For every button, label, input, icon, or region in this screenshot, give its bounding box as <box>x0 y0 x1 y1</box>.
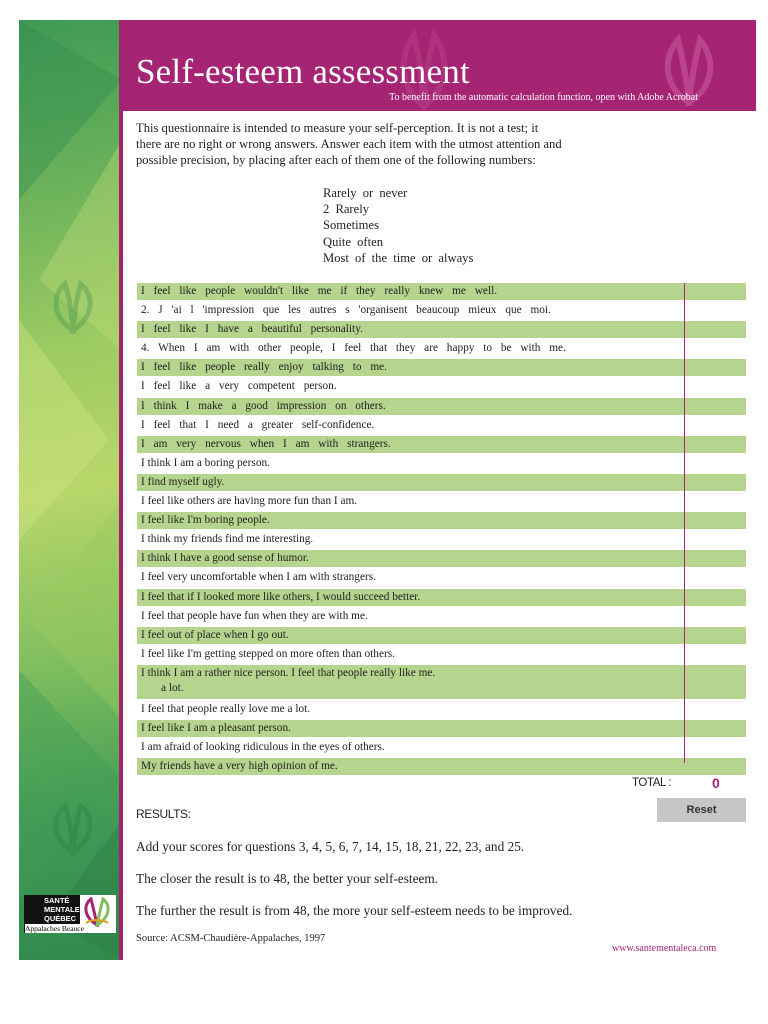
reset-button[interactable]: Reset <box>657 798 746 822</box>
question-row[interactable] <box>137 378 746 395</box>
total-label: TOTAL : <box>632 777 672 789</box>
question-text: I am very nervous when I am with strangers. <box>141 437 391 450</box>
question-row[interactable] <box>137 302 746 319</box>
question-text: I feel like others are having more fun than I am. <box>141 495 358 508</box>
question-text-continued: a lot. <box>161 681 184 694</box>
question-text: I think I am a rather nice person. I feel that people really like me. <box>141 666 436 679</box>
results-instruction: Add your scores for questions 3, 4, 5, 6, 7, 14, 15, 18, 21, 22, 23, and 25. <box>136 839 525 854</box>
sidebar-divider <box>119 20 123 960</box>
question-row[interactable] <box>137 665 746 699</box>
question-text: I feel that I need a greater self-confidence. <box>141 418 375 431</box>
scale-option: Rarely or never <box>323 186 408 200</box>
question-row[interactable] <box>137 283 746 300</box>
source-citation: Source: ACSM-Chaudière-Appalaches, 1997 <box>136 933 326 944</box>
question-row[interactable] <box>137 739 746 756</box>
results-interpretation: The further the result is from 48, the more your self-esteem needs to be improved. <box>136 903 573 918</box>
question-row[interactable] <box>137 531 746 548</box>
intro-text <box>136 120 616 168</box>
question-row[interactable] <box>137 627 746 644</box>
leaf-icon <box>47 800 99 856</box>
score-column-divider <box>684 283 685 763</box>
answer-scale <box>323 185 473 266</box>
question-text: 4. When I am with other people, I feel that they are happy to be with me. <box>141 342 566 355</box>
results-interpretation: The closer the result is to 48, the better your self-esteem. <box>136 871 439 886</box>
question-text: I feel like people really enjoy talking to me. <box>141 361 387 374</box>
question-row[interactable] <box>137 512 746 529</box>
logo-line: QUÉBEC <box>44 914 77 923</box>
scale-option: 2 Rarely <box>323 202 370 217</box>
question-text: I feel like I'm getting stepped on more often than others. <box>141 647 395 660</box>
question-text: I feel out of place when I go out. <box>141 628 289 641</box>
question-text: My friends have a very high opinion of me. <box>141 760 338 773</box>
question-text: I think I make a good impression on others. <box>141 399 386 412</box>
scale-option: Most of the time or always <box>323 250 474 265</box>
question-row[interactable] <box>137 340 746 357</box>
question-text: I feel like I'm boring people. <box>141 514 270 527</box>
question-text: I feel that people really love me a lot. <box>141 702 311 715</box>
question-row[interactable] <box>137 646 746 663</box>
question-text: I think I have a good sense of humor. <box>141 552 309 565</box>
question-text: I think my friends find me interesting. <box>141 533 314 546</box>
question-row[interactable] <box>137 550 746 567</box>
question-text: I find myself ugly. <box>141 475 225 488</box>
logo-subline: Appalaches Beauce <box>25 924 84 933</box>
total-value: 0 <box>712 775 720 791</box>
question-list <box>137 283 746 777</box>
logo-line: SANTÉ <box>44 896 70 905</box>
intro-line: there are no right or wrong answers. Answer each item with the utmost attention and <box>136 137 562 151</box>
question-row[interactable] <box>137 589 746 606</box>
organization-logo <box>24 895 116 933</box>
logo-text <box>44 896 80 923</box>
question-row[interactable] <box>137 474 746 491</box>
question-text: I feel like I have a beautiful personality. <box>141 323 363 336</box>
question-text: I think I am a boring person. <box>141 456 270 469</box>
leaf-icon <box>47 278 99 334</box>
page-title: Self-esteem assessment <box>136 52 470 91</box>
question-row[interactable] <box>137 417 746 434</box>
logo-line: MENTALE <box>44 905 80 914</box>
question-text: 2. J 'ai l 'impression que les autres s 'organisent beaucoup mieux que moi. <box>141 304 551 317</box>
question-text: I am afraid of looking ridiculous in the eyes of others. <box>141 741 385 754</box>
question-row[interactable] <box>137 758 746 775</box>
question-row[interactable] <box>137 493 746 510</box>
question-text: I feel that people have fun when they are with me. <box>141 609 368 622</box>
question-row[interactable] <box>137 359 746 376</box>
question-row[interactable] <box>137 608 746 625</box>
question-row[interactable] <box>137 436 746 453</box>
question-row[interactable] <box>137 720 746 737</box>
question-row[interactable] <box>137 569 746 586</box>
intro-line: This questionnaire is intended to measure your self-perception. It is not a test; it <box>136 121 539 135</box>
question-text: I feel like people wouldn't like me if they really knew me well. <box>141 285 498 297</box>
question-row[interactable] <box>137 701 746 718</box>
question-text: I feel like a very competent person. <box>141 380 337 393</box>
website-link[interactable]: www.santementaleca.com <box>612 943 717 954</box>
scale-option: Sometimes <box>323 218 379 233</box>
results-heading: RESULTS: <box>136 807 191 821</box>
scale-option: Quite often <box>323 234 384 249</box>
decorative-sidebar <box>19 20 122 960</box>
page-subtitle: To benefit from the automatic calculation function, open with Adobe Acrobat <box>389 92 698 103</box>
logo-leaf-icon <box>80 897 114 927</box>
intro-line: possible precision, by placing after each of them one of the following numbers: <box>136 153 536 167</box>
header-banner <box>122 20 756 111</box>
question-text: I feel like I am a pleasant person. <box>141 722 291 735</box>
question-row[interactable] <box>137 398 746 415</box>
question-row[interactable] <box>137 455 746 472</box>
question-text: I feel very uncomfortable when I am with strangers. <box>141 571 376 584</box>
question-text: I feel that if I looked more like others, I would succeed better. <box>141 590 421 603</box>
question-row[interactable] <box>137 321 746 338</box>
